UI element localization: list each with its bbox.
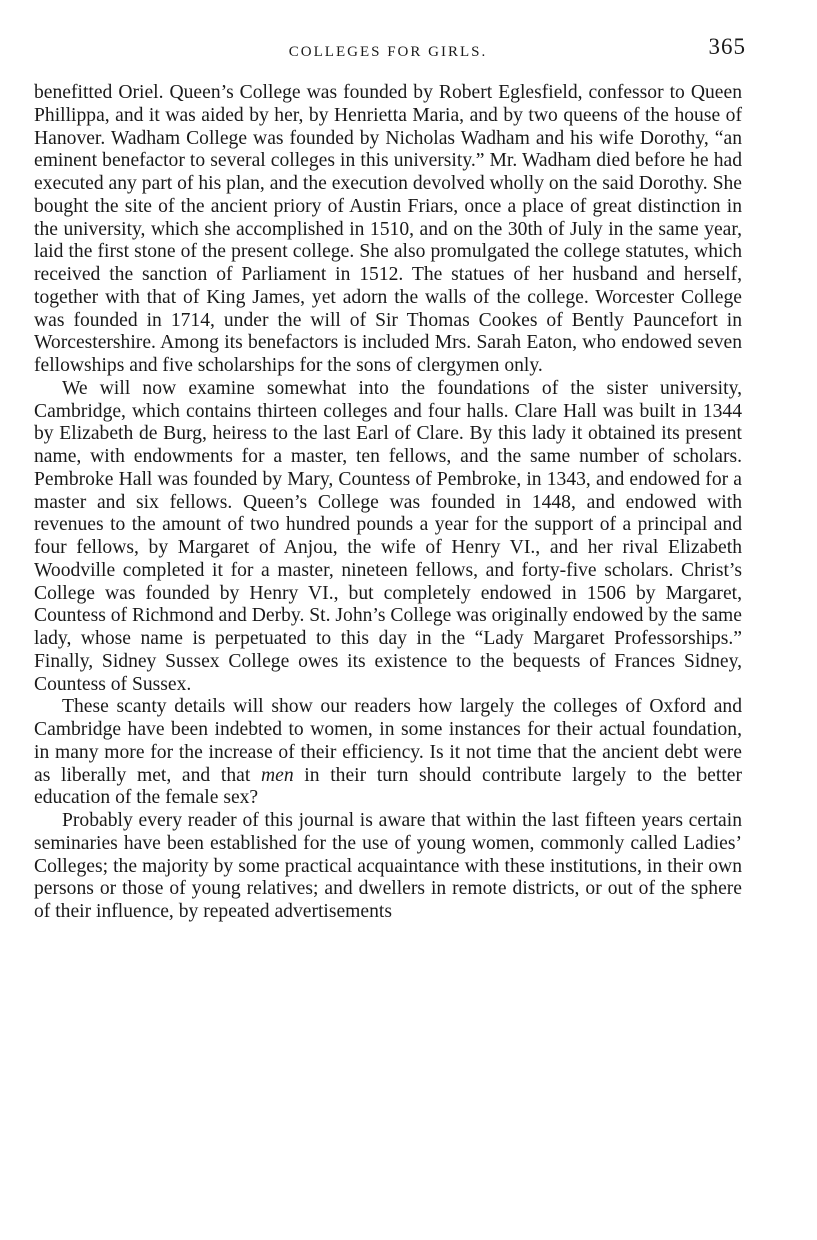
running-title: COLLEGES FOR GIRLS. [288,44,488,60]
paragraph-text-before-emphasis: These scanty details will show our readers how largely the colleges of Oxford and Cambridge have been indebted to women, in some instances for their actual foundation, in many more for the increase of their efficiency. Is it not time that the ancient debt were as liberally met, and that [34,696,742,786]
body-text [34,82,742,924]
page-number: 365 [708,34,746,59]
page [34,30,746,924]
paragraph-indebted-to-women [34,696,742,810]
paragraph-text-after-emphasis: in their turn should contribute largely to the better education of the female sex? [34,764,742,809]
paragraph-ladies-colleges: Probably every reader of this journal is aware that within the last fifteen years certain seminaries have been established for the use of young women, commonly called Ladies’ Colleges; the majority by some practical acquaintance with these institutions, in their own persons or those of young relatives; and dwellers in remote districts, or out of the sphere of their influence, by repeated advertisements [34,810,742,922]
emphasized-word: men [260,764,294,786]
paragraph-cambridge-colleges: We will now examine somewhat into the foundations of the sister university, Cambridge, which contains thirteen colleges and four halls. Clare Hall was built in 1344 by Elizabeth de Burg, heiress to the last Earl of Clare. By this lady it obtained its present name, with endowments for a master, ten fellows, and the same number of scholars. Pembroke Hall was founded by Mary, Countess of Pembroke, in 1343, and endowed for a master and six fellows. Queen’s College was founded in 1448, and endowed with revenues to the amount of two hundred pounds a year for the support of a principal and four fellows, by Margaret of Anjou, the wife of Henry VI., and her rival Elizabeth Woodville completed it for a master, nineteen fellows, and forty-five scholars. Christ’s College was founded by Henry VI., but completely endowed in 1506 by Margaret, Countess of Richmond and Derby. St. John’s College was originally endowed by the same lady, whose name is perpetuated to this day in the “Lady Margaret Professorships.” Finally, Sidney Sussex College owes its existence to the bequests of Frances Sidney, Countess of Sussex. [34,377,742,695]
running-head [34,30,746,66]
paragraph-oxford-colleges: benefitted Oriel. Queen’s College was founded by Robert Eglesfield, confessor to Queen Phillippa, and it was aided by her, by Henrietta Maria, and by two queens of the house of Hanover. Wadham College was founded by Nicholas Wadham and his wife Dorothy, “an eminent benefactor to several colleges in this university.” Mr. Wadham died before he had executed any part of his plan, and the execution devolved wholly on the said Dorothy. She bought the site of the ancient priory of Austin Friars, once a place of great distinction in the university, which she accomplished in 1510, and on the 30th of July in the same year, laid the first stone of the present college. She also promulgated the college statutes, which received the sanction of Parliament in 1512. The statues of her husband and herself, together with that of King James, yet adorn the walls of the college. Worcester College was founded in 1714, under the will of Sir Thomas Cookes of Bently Pauncefort in Worcestershire. Among its benefactors is included Mrs. Sarah Eaton, who endowed seven fellowships and five scholarships for the sons of clergymen only. [34,82,742,376]
